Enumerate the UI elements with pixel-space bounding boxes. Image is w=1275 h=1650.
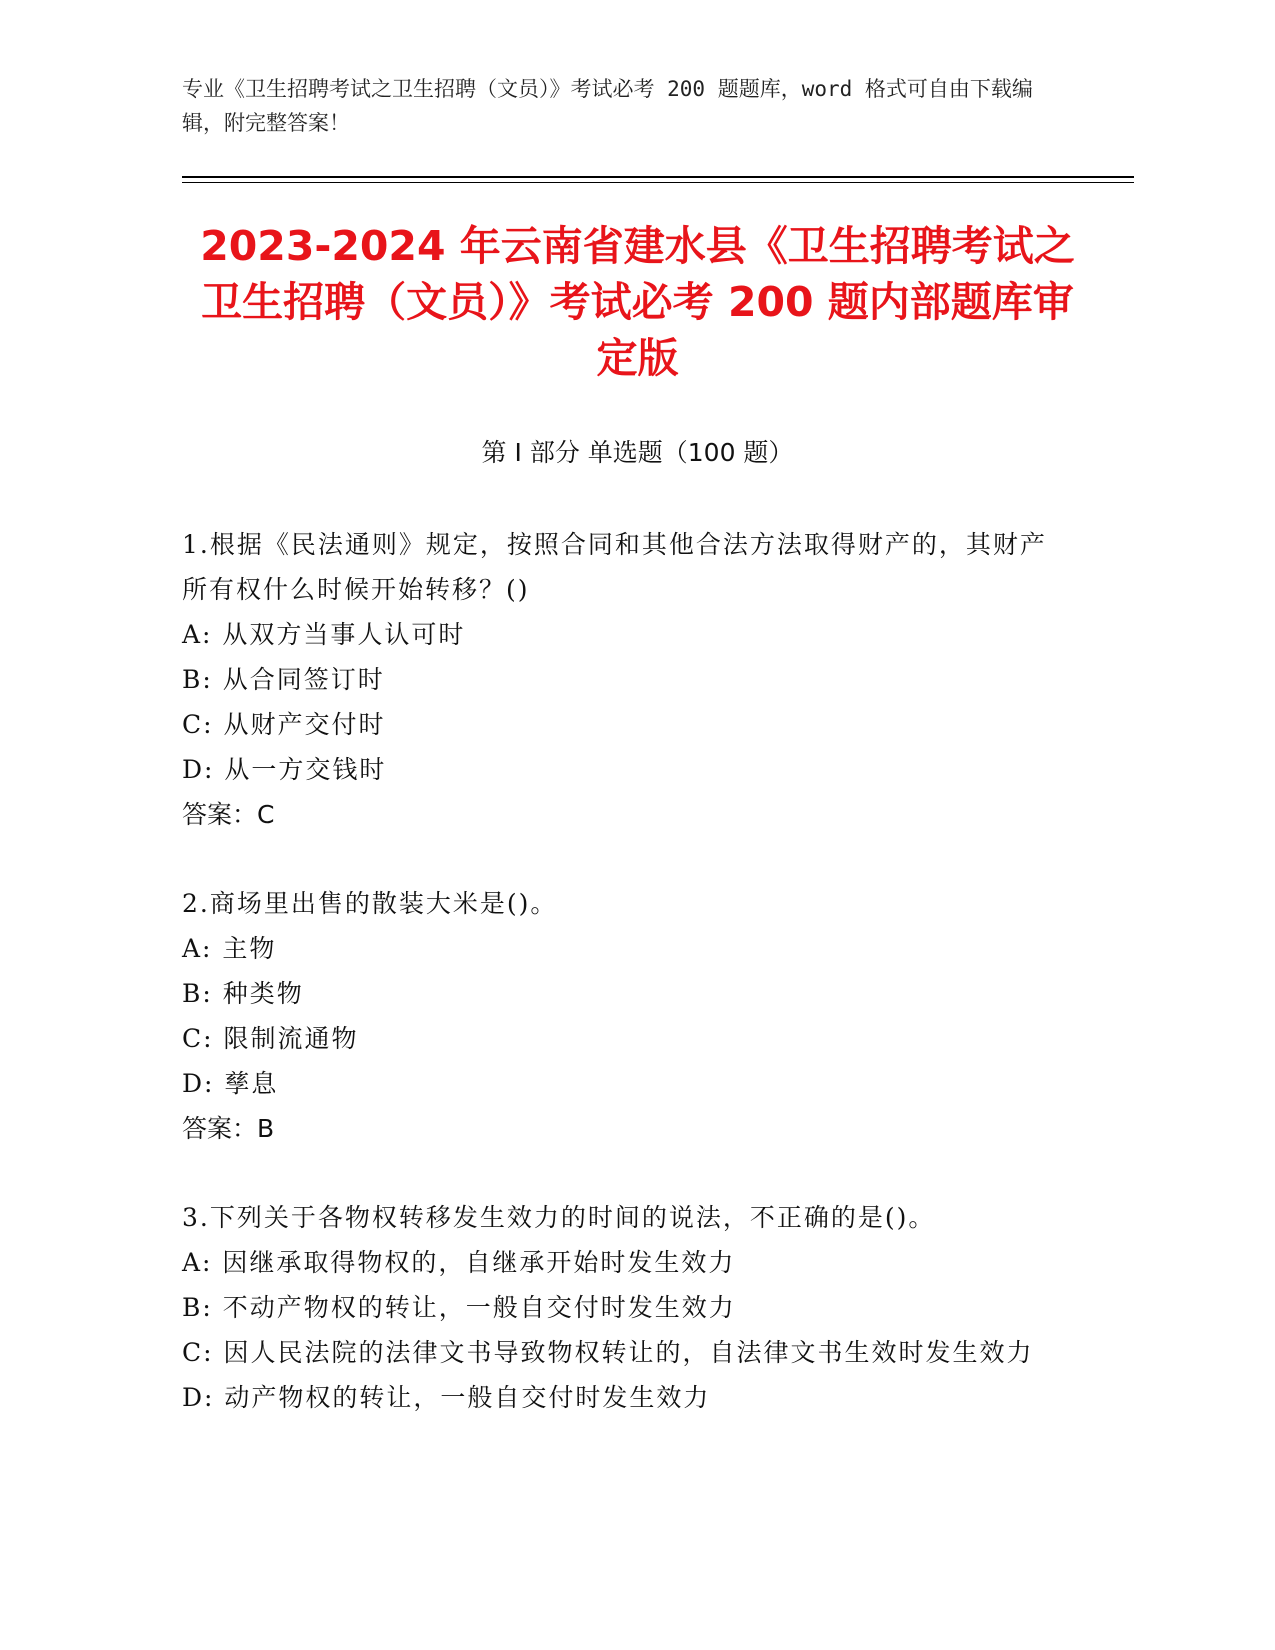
question-option: A: 从双方当事人认可时 bbox=[182, 620, 466, 649]
question-answer: 答案：B bbox=[182, 1114, 275, 1143]
question-option: C: 从财产交付时 bbox=[182, 710, 386, 739]
section-heading: 第 I 部分 单选题（100 题） bbox=[481, 438, 794, 467]
question-item bbox=[182, 1195, 1062, 1420]
header-divider-thin bbox=[182, 182, 1134, 183]
question-stem: 1.根据《民法通则》规定，按照合同和其他合法方法取得财产的，其财产所有权什么时候开始转移？() bbox=[182, 530, 1047, 604]
question-option: D: 孳息 bbox=[182, 1069, 279, 1098]
question-option: A: 因继承取得物权的，自继承开始时发生效力 bbox=[182, 1248, 736, 1277]
question-item bbox=[182, 522, 1062, 837]
question-item bbox=[182, 881, 1062, 1151]
document-title: 2023-2024 年云南省建水县《卫生招聘考试之卫生招聘（文员）》考试必考 200 题内部题库审定版 bbox=[200, 222, 1075, 382]
header-note: 专业《卫生招聘考试之卫生招聘（文员）》考试必考 200 题题库，word 格式可自由下载编辑，附完整答案！ bbox=[182, 77, 1033, 135]
header-divider-thick bbox=[182, 176, 1134, 178]
question-stem: 3.下列关于各物权转移发生效力的时间的说法，不正确的是()。 bbox=[182, 1203, 936, 1232]
question-list bbox=[182, 522, 1062, 1464]
question-option: B: 种类物 bbox=[182, 979, 304, 1008]
question-answer: 答案：C bbox=[182, 800, 275, 829]
question-option: B: 从合同签订时 bbox=[182, 665, 385, 694]
question-option: C: 因人民法院的法律文书导致物权转让的，自法律文书生效时发生效力 bbox=[182, 1338, 1034, 1367]
question-option: C: 限制流通物 bbox=[182, 1024, 359, 1053]
question-option: B: 不动产物权的转让，一般自交付时发生效力 bbox=[182, 1293, 736, 1322]
question-option: D: 动产物权的转让，一般自交付时发生效力 bbox=[182, 1383, 711, 1412]
question-stem: 2.商场里出售的散装大米是()。 bbox=[182, 889, 558, 918]
question-option: D: 从一方交钱时 bbox=[182, 755, 387, 784]
question-option: A: 主物 bbox=[182, 934, 277, 963]
